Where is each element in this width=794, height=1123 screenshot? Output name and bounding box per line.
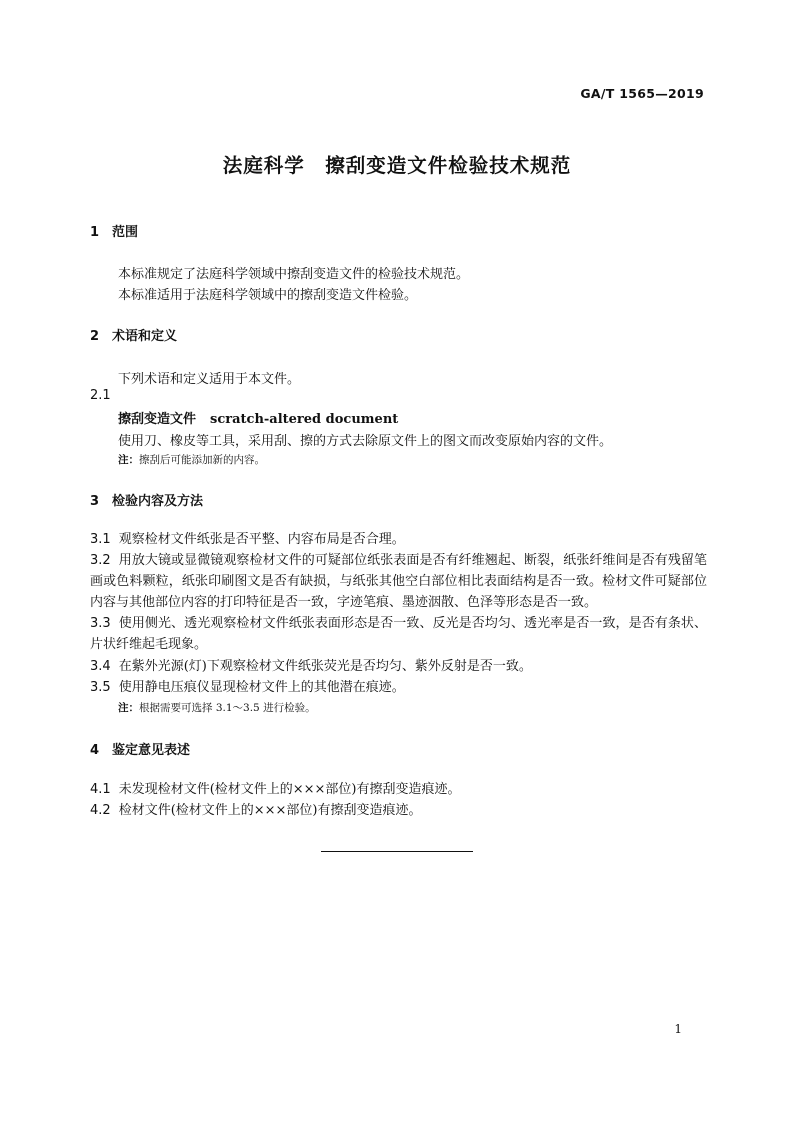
clause-text: 用放大镜或显微镜观察检材文件的可疑部位纸张表面是否有纤维翘起、断裂，纸张纤维间是否有残留笔画或色料颗粒，纸张印刷图文是否有缺损，与纸张其他空白部位相比表面结构是否一致。检材文件可疑部位内容与其他部位内容的打印特征是否一致，字迹笔痕、墨迹洇散、色泽等形态是否一致。 xyxy=(90,553,707,610)
clause-3-1 xyxy=(90,529,707,550)
clause-text: 在紫外光源(灯)下观察检材文件纸张荧光是否均匀、紫外反射是否一致。 xyxy=(118,659,532,674)
section-number: 4 xyxy=(90,743,100,758)
standard-code: GA/T 1565—2019 xyxy=(580,86,704,101)
clause-number: 3.1 xyxy=(90,532,111,547)
section-number: 3 xyxy=(90,494,100,509)
clause-text: 观察检材文件纸张是否平整、内容布局是否合理。 xyxy=(118,532,405,547)
clause-4-1 xyxy=(90,779,707,800)
term-entry xyxy=(118,408,398,427)
subclause-number: 2.1 xyxy=(90,388,111,403)
clause-number: 3.2 xyxy=(90,553,111,568)
paragraph: 本标准规定了法庭科学领域中擦刮变造文件的检验技术规范。 xyxy=(118,267,470,282)
clause-number: 3.3 xyxy=(90,616,111,631)
section-number: 1 xyxy=(90,225,100,240)
section-2-heading xyxy=(90,325,177,344)
note xyxy=(118,700,316,715)
note-text: 根据需要可选择 3.1～3.5 进行检验。 xyxy=(139,702,316,714)
clause-number: 3.5 xyxy=(90,680,111,695)
clause-number: 3.4 xyxy=(90,659,111,674)
section-4-heading xyxy=(90,739,190,758)
clause-text: 检材文件(检材文件上的×××部位)有擦刮变造痕迹。 xyxy=(118,803,422,818)
clause-number: 4.1 xyxy=(90,782,111,797)
clause-text: 使用侧光、透光观察检材文件纸张表面形态是否一致、反光是否均匀、透光率是否一致，是否有条状、片状纤维起毛现象。 xyxy=(90,616,707,652)
end-rule xyxy=(321,851,473,852)
clause-3-2 xyxy=(90,550,707,613)
clause-number: 4.2 xyxy=(90,803,111,818)
note-label: 注： xyxy=(118,702,139,714)
clause-3-5 xyxy=(90,677,707,698)
page-number: 1 xyxy=(674,1022,682,1036)
section-number: 2 xyxy=(90,329,100,344)
section-title: 检验内容及方法 xyxy=(112,494,204,509)
section-title: 术语和定义 xyxy=(112,329,178,344)
clause-text: 使用静电压痕仪显现检材文件上的其他潜在痕迹。 xyxy=(118,680,405,695)
note-label: 注： xyxy=(118,454,139,466)
section-3-heading xyxy=(90,490,203,509)
clause-3-3 xyxy=(90,613,707,655)
term-chinese: 擦刮变造文件 xyxy=(118,412,197,427)
document-title: 法庭科学 擦刮变造文件检验技术规范 xyxy=(222,154,572,177)
section-title: 鉴定意见表述 xyxy=(112,743,191,758)
clause-4-2 xyxy=(90,800,707,821)
term-english: scratch-altered document xyxy=(210,412,399,427)
paragraph: 本标准适用于法庭科学领域中的擦刮变造文件检验。 xyxy=(118,288,418,303)
clause-3-4 xyxy=(90,656,707,677)
note xyxy=(118,452,265,467)
term-definition: 使用刀、橡皮等工具，采用刮、擦的方式去除原文件上的图文而改变原始内容的文件。 xyxy=(118,434,613,449)
section-title: 范围 xyxy=(112,225,139,240)
paragraph: 下列术语和定义适用于本文件。 xyxy=(118,372,301,387)
clause-text: 未发现检材文件(检材文件上的×××部位)有擦刮变造痕迹。 xyxy=(118,782,461,797)
note-text: 擦刮后可能添加新的内容。 xyxy=(139,454,265,466)
section-1-heading xyxy=(90,221,138,240)
